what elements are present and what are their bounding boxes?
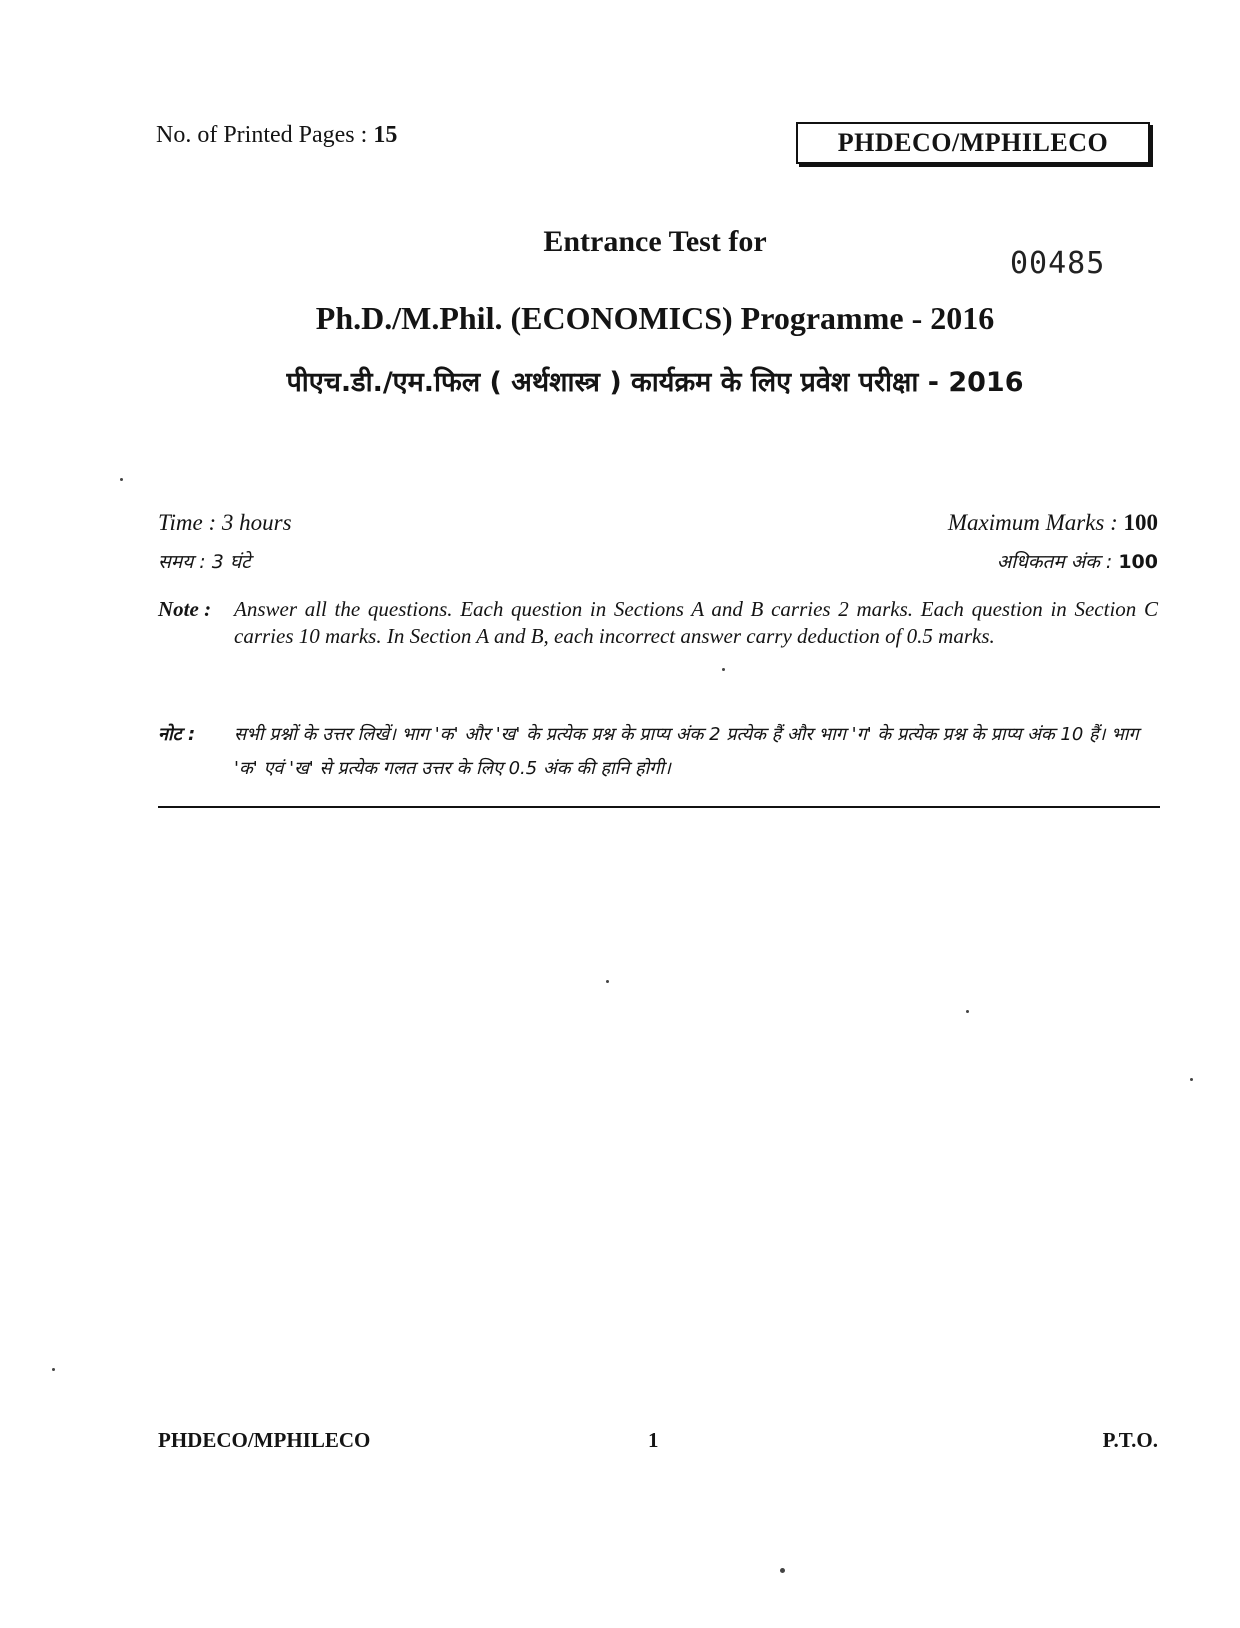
max-marks-english xyxy=(948,510,1158,536)
note-hindi-label: नोट : xyxy=(158,724,196,745)
note-english-label: Note : xyxy=(158,597,212,621)
horizontal-divider xyxy=(158,806,1160,808)
max-marks-label-english: Maximum Marks : xyxy=(947,510,1118,535)
scan-speck xyxy=(722,668,725,671)
max-marks-value-english: 100 xyxy=(1123,510,1158,535)
footer-paper-code: PHDECO/MPHILECO xyxy=(158,1428,371,1452)
serial-number: 00485 xyxy=(1010,246,1106,281)
title-programme: Ph.D./M.Phil. (ECONOMICS) Programme - 2016 xyxy=(315,300,995,336)
printed-pages-value: 15 xyxy=(373,122,398,148)
printed-pages xyxy=(156,122,397,149)
scan-speck xyxy=(780,1568,785,1573)
max-marks-hindi xyxy=(997,548,1158,574)
title-entrance-test: Entrance Test for xyxy=(543,225,767,258)
note-english xyxy=(158,596,1158,650)
scan-speck xyxy=(1190,1078,1193,1081)
paper-code: PHDECO/MPHILECO xyxy=(837,128,1109,157)
max-marks-label-hindi: अधिकतम अंक : xyxy=(996,551,1113,573)
note-hindi-text: सभी प्रश्नों के उत्तर लिखें। भाग 'क' और 'ख' के प्रत्येक प्रश्न के प्राप्य अंक 2 प्रत्येक हैं और भाग 'ग' के प्रत्येक प्रश्न के प्राप्य अंक 10 हैं। भाग 'क' एवं 'ख' से प्रत्येक गलत उत्तर के लिए 0.5 अंक की हानि होगी। xyxy=(234,724,1139,779)
note-english-text: Answer all the questions. Each question in Sections A and B carries 2 marks. Each question in Section C carries 10 marks. In Section A and B, each incorrect answer carry deduction of 0.5 marks. xyxy=(234,597,1158,648)
footer-pto: P.T.O. xyxy=(1102,1428,1158,1452)
max-marks-value-hindi: 100 xyxy=(1118,551,1158,573)
printed-pages-label: No. of Printed Pages : xyxy=(156,122,368,148)
time-hindi: समय : 3 घंटे xyxy=(158,551,251,573)
footer-page-number: 1 xyxy=(648,1428,659,1452)
scan-speck xyxy=(966,1010,969,1013)
scan-speck xyxy=(120,478,123,481)
scan-speck xyxy=(52,1368,55,1371)
title-programme-hindi: पीएच.डी./एम.फिल ( अर्थशास्त्र ) कार्यक्रम के लिए प्रवेश परीक्षा - 2016 xyxy=(286,367,1024,398)
scan-speck xyxy=(606,980,609,983)
note-hindi xyxy=(158,718,1160,786)
paper-code-box xyxy=(796,122,1150,164)
time-english: Time : 3 hours xyxy=(158,510,292,535)
